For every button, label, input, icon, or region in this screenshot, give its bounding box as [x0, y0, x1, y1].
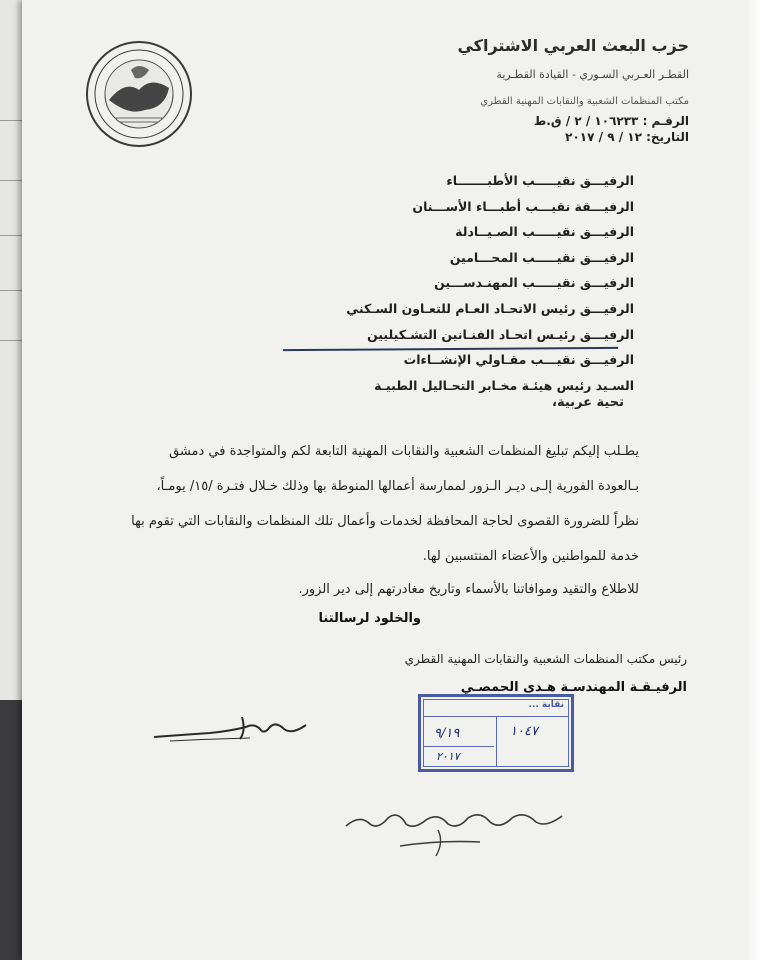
slogan: والخلود لرسالتنا [318, 611, 421, 626]
letter-body [79, 434, 639, 574]
underlying-rule [0, 340, 22, 341]
reference-number [534, 114, 689, 128]
party-seal-logo [85, 40, 193, 148]
stamp-header: نقابة ... [528, 700, 564, 710]
document-date [565, 130, 689, 144]
signatory-title: رئيس مكتب المنظمات الشعبية والنقابات المهنية القطري [404, 652, 687, 666]
body-line: خدمة للمواطنين والأعضاء المنتسبين لها. [422, 549, 639, 564]
underlying-rule [0, 180, 22, 181]
underlying-rule [0, 290, 22, 291]
recipient-item: الرفيـــقة نقيـــب أطبـــاء الأســـنان [412, 198, 634, 214]
handwritten-note [340, 800, 580, 860]
date-value: ١٢ / ٩ / ٢٠١٧ [565, 130, 642, 144]
body-line: يطـلب إليكم تبليغ المنظمات الشعبية والنقابات المهنية التابعة لكم والمتواجدة في دمشق [169, 444, 639, 459]
party-name: حزب البعث العربي الاشتراكي [457, 36, 689, 55]
recipient-item: الرفيـــق نقيـــــب المهنـدســـين [434, 275, 634, 291]
stamp-divider [496, 716, 497, 766]
recipient-item: الرفيـــق نقيـــــب الأطبـــــــاء [446, 173, 634, 188]
stamp-year: ٢٠١٧ [436, 750, 460, 763]
body-line: نظراً للضرورة القصوى لحاجة المحافظة لخدمات وأعمال تلك المنظمات والنقابات التي تقوم بها [131, 514, 639, 529]
signatory-name: الرفيـقـة المهندسـة هـدى الحمصـي [460, 680, 687, 695]
underlying-rule [0, 235, 22, 236]
greeting: تحية عربية، [552, 395, 624, 410]
recipient-item: الرفيـــق نقيـــــب الصـيــادلة [455, 224, 634, 240]
recipient-list [214, 168, 634, 398]
stamp-divider [424, 746, 494, 747]
stamp-frame [423, 699, 569, 767]
date-label: التاريخ: [646, 130, 689, 144]
incoming-stamp [418, 694, 574, 772]
reference-label: الرقـم : [642, 114, 689, 128]
stamp-number: ١٠٤٧ [510, 724, 538, 739]
closing-line: للاطلاع والتقيد وموافاتنا بالأسماء وتاريخ مغادرتهم إلى دير الزور. [298, 582, 639, 597]
region-command: القطـر العـربي السـوري - القيادة القطـرية [496, 68, 689, 81]
recipient-item: الرفيـــق رئيس الاتحـاد العـام للتعـاون السـكني [346, 300, 634, 316]
body-line: بـالعودة الفورية إلـى ديـر الـزور لممارسة أعمالها المنوطة بها وذلك خـلال فتـرة /١٥/ يومـاً، [156, 479, 639, 494]
reference-value: ١٠٦٢٣٣ / ٢ / ق.ط [533, 114, 639, 128]
recipient-item: الرفيـــق رئيـس اتحـاد الفنـانين التشـكيليين [367, 326, 634, 342]
recipient-item: الرفيـــق نقيـــب مقـاولي الإنشــاءات [403, 352, 634, 368]
page-edge [745, 0, 759, 960]
office-name: مكتب المنظمات الشعبية والنقابات المهنية القطري [480, 96, 689, 107]
recipient-item: السـيد رئيس هيئـة مخـابر التحـاليل الطبيـة [374, 377, 634, 393]
recipient-item: الرفيـــق نقيـــــب المحـــامين [449, 249, 634, 265]
stamp-date: ٩/١٩ [434, 726, 460, 741]
underlying-rule [0, 120, 22, 121]
handwritten-signature [150, 705, 310, 750]
